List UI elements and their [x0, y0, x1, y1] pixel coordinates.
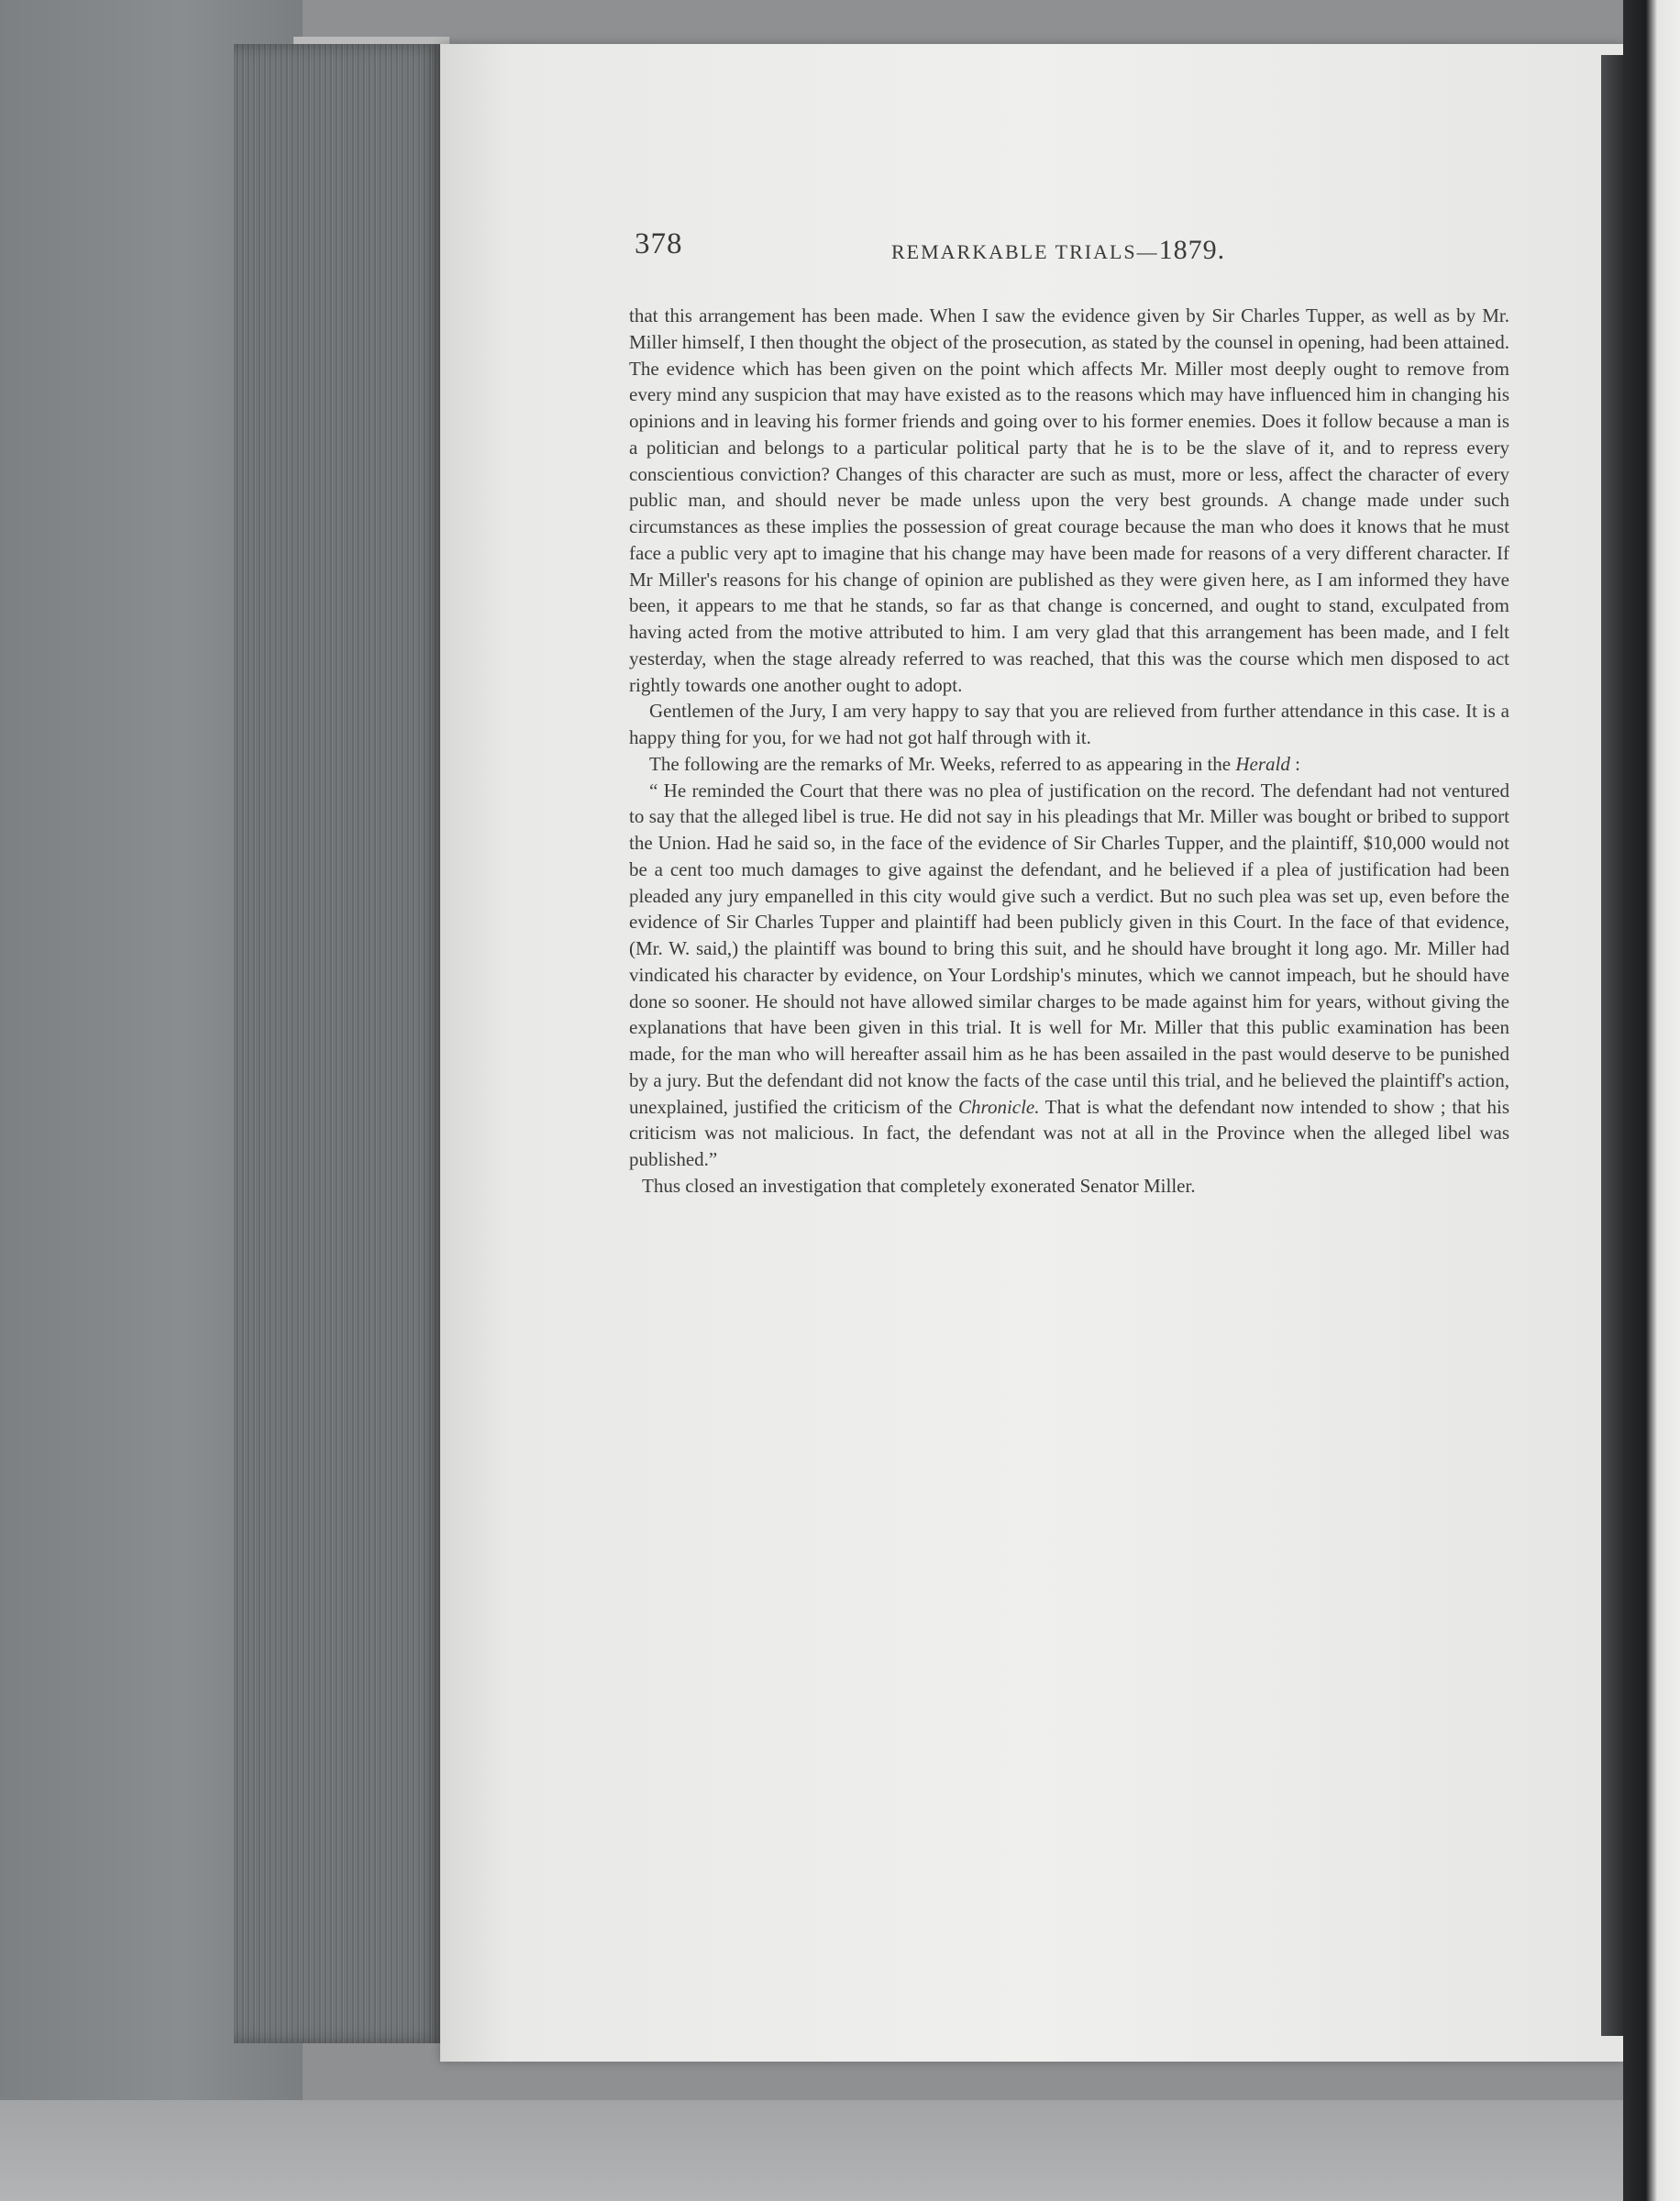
weeks-intro-text: The following are the remarks of Mr. Weeks, referred to as appearing in the	[649, 752, 1236, 775]
weeks-quote-end: That is what the defendant now intended to show ; that his criticism was not malicious. In fact, the defendant was not at all in the Province when the alleged libel was published.”	[629, 1095, 1509, 1170]
paragraph-weeks-intro	[629, 751, 1509, 778]
paragraph-jury-dismissal: Gentlemen of the Jury, I am very happy to say that you are relieved from further attendance in this case. It is a happy thing for you, for we had not got half through with it.	[629, 700, 1509, 748]
running-header	[635, 227, 1277, 264]
next-page-edge	[1623, 0, 1680, 2201]
page-number: 378	[635, 227, 683, 260]
paragraph-judge-remarks: that this arrangement has been made. When I saw the evidence given by Sir Charles Tupper, as well as by Mr. Miller himself, I then thought the object of the prosecution, as stated by the counsel in opening, had been attained. The evidence which has been given on the point which affects Mr. Miller most deeply ought to remove from every mind any suspicion that may have existed as to the reasons which may have influenced him in changing his opinions and in leaving his former friends and going over to his former enemies. Does it follow because a man is a politician and belongs to a particular political party that he is to be the slave of it, and to repress every conscientious conviction? Changes of this character are such as must, more or less, affect the character of every public man, and should never be made unless upon the very best grounds. A change made under such circumstances as these implies the possession of great courage because the man who does it knows that he must face a public very apt to imagine that his change may have been made for reasons of a very different character. If Mr Miller's reasons for his change of opinion are published as they were given here, as I am informed they have been, it appears to me that he stands, so far as that change is concerned, and ought to stand, exculpated from having acted from the motive attributed to him. I am very glad that this arrangement has been made, and I felt yesterday, when the stage already referred to was reached, that this was the course which men disposed to act rightly towards one another ought to adopt.	[629, 304, 1509, 696]
running-title-year: 1879.	[1158, 235, 1226, 265]
weeks-intro-colon: :	[1289, 752, 1300, 775]
herald-title: Herald	[1235, 752, 1290, 775]
page-edges-stack	[234, 44, 445, 2043]
paragraph-weeks-quote	[629, 778, 1509, 1173]
chronicle-title: Chronicle.	[958, 1095, 1040, 1118]
running-title-text: REMARKABLE TRIALS—	[891, 240, 1159, 263]
paragraph-closing: Thus closed an investigation that completely exonerated Senator Miller.	[642, 1174, 1196, 1197]
body-text	[629, 303, 1509, 1200]
book-gutter-shadow	[1601, 55, 1625, 2036]
background-bottom	[0, 2100, 1680, 2201]
running-title	[891, 235, 1225, 266]
weeks-quote-text: “ He reminded the Court that there was no plea of justification on the record. The defendant had not ventured to say that the alleged libel is true. He did not say in his pleadings that Mr. Miller was bought or bribed to support the Union. Had he said so, in the face of the evidence of Sir Charles Tupper, and the plaintiff, $10,000 would not be a cent too much damages to give against the defendant, and he believed if a plea of justification had been pleaded any jury empanelled in this city would give such a verdict. But no such plea was set up, even before the evidence of Sir Charles Tupper and plaintiff had been publicly given in this Court. In the face of that evidence, (Mr. W. said,) the plaintiff was bound to bring this suit, and he should have brought it long ago. Mr. Miller had vindicated his character by evidence, on Your Lordship's minutes, which we cannot impeach, but he should have done so sooner. He should not have allowed similar charges to be made against him for years, without giving the explanations that have been given in this trial. It is well for Mr. Miller that this public examination has been made, for the man who will hereafter assail him as he has been assailed in the past would deserve to be punished by a jury. But the defendant did not know the facts of the case until this trial, and he believed the plaintiff's action, unexplained, justified the criticism of the	[629, 779, 1509, 1118]
